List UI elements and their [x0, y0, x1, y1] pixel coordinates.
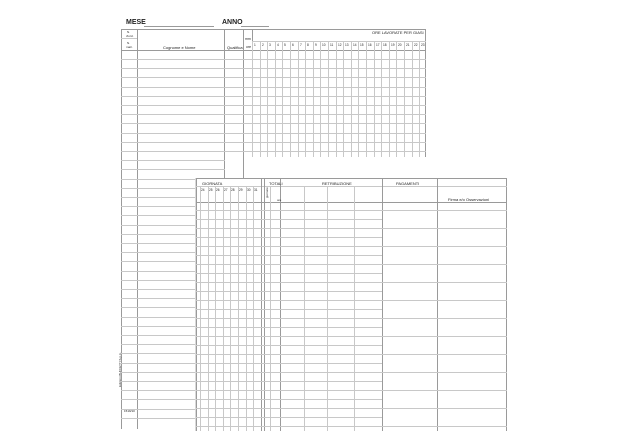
table-row-line [196, 381, 382, 382]
table-row-line [196, 390, 382, 391]
table-row-line [382, 300, 507, 301]
table-row-line [196, 399, 382, 400]
grid-border [196, 178, 197, 431]
retribuzione-header: RETRIBUZIONE [322, 181, 352, 186]
totals-grid [196, 178, 507, 431]
column-line [382, 178, 383, 431]
day-number: 11 [330, 43, 334, 47]
col-nr-ord-sub: d'ord. [126, 34, 134, 38]
table-row-line [382, 228, 507, 229]
table-row-line [382, 318, 507, 319]
firma-header: Firma e/o Osservazioni [448, 197, 490, 202]
totali-sub-ore: ore [277, 198, 282, 202]
totali-sub-giornate: giornate [265, 187, 269, 198]
header-rule [121, 38, 137, 39]
table-row-line [196, 219, 382, 220]
day-number: 1 [254, 43, 256, 47]
column-line [261, 178, 262, 431]
day-number: 22 [414, 43, 418, 47]
col-nr-matr: N. [127, 41, 130, 45]
table-row-line [196, 336, 382, 337]
day-number: 10 [322, 43, 326, 47]
day-number: 14 [353, 43, 357, 47]
table-row-line [196, 291, 382, 292]
day-number: 21 [406, 43, 410, 47]
table-row-line [121, 96, 426, 97]
table-row-line [382, 390, 507, 391]
side-print: Edizioni BUFFETTI S.p.A. [118, 352, 122, 387]
table-row-line [196, 309, 382, 310]
day-number: 5 [284, 43, 286, 47]
table-row-line [196, 372, 382, 373]
day-number: 19 [391, 43, 395, 47]
year-label: ANNO [222, 19, 243, 26]
day-number: 16 [368, 43, 372, 47]
table-row-line [121, 77, 426, 78]
table-row-line [196, 282, 382, 283]
day-number: 7 [300, 43, 302, 47]
table-row-line [196, 210, 382, 211]
grid-border [425, 29, 426, 157]
table-row-line [121, 142, 426, 143]
totali-header: TOTALI [269, 181, 283, 186]
table-row-line [121, 133, 426, 134]
table-row-line [121, 59, 426, 60]
table-row-line [121, 87, 426, 88]
column-line [437, 178, 438, 431]
day-number: 4 [277, 43, 279, 47]
day-number: 27 [224, 188, 228, 192]
day-number: 23 [421, 43, 425, 47]
giornata-header: GIORNATA [202, 181, 223, 186]
table-row-line [196, 264, 382, 265]
day-number: 13 [345, 43, 349, 47]
table-row-line [196, 417, 382, 418]
day-number: 15 [360, 43, 364, 47]
table-row-line [382, 426, 507, 427]
column-line [264, 178, 265, 431]
hours-title: ORE LAVORATE PER GIASI [372, 30, 424, 35]
table-row-line [121, 123, 426, 124]
day-number: 12 [338, 43, 342, 47]
table-row-line [196, 327, 382, 328]
day-number: 9 [315, 43, 317, 47]
day-number: 6 [292, 43, 294, 47]
header-rule [196, 186, 507, 187]
table-row-line [196, 363, 382, 364]
table-row-line [196, 318, 382, 319]
pagamenti-header: PAGAMENTI [396, 181, 420, 186]
table-row-line [196, 228, 382, 229]
table-row-line [382, 336, 507, 337]
table-row-line [196, 345, 382, 346]
table-row-line [382, 354, 507, 355]
day-number: 20 [398, 43, 402, 47]
grid-border [506, 178, 507, 431]
day-number: 8 [307, 43, 309, 47]
year-blank-line [241, 26, 269, 27]
table-row-line [196, 354, 382, 355]
col-nr-matr-sub: matr. [126, 45, 133, 49]
form-code: 1519/10 [124, 409, 135, 413]
day-number: 2 [262, 43, 264, 47]
table-row-line [196, 408, 382, 409]
col-qualifica-header: Qualifica [227, 45, 243, 50]
day-number: 17 [376, 43, 380, 47]
day-number: 31 [254, 188, 258, 192]
month-label: MESE [126, 19, 146, 26]
table-row-line [196, 237, 382, 238]
table-row-line [121, 169, 225, 170]
hours-title-rule [252, 41, 426, 42]
table-row-line [196, 300, 382, 301]
day-number: 28 [231, 188, 235, 192]
grid-border [196, 178, 507, 179]
table-row-line [382, 408, 507, 409]
day-number: 3 [269, 43, 271, 47]
table-row-line [382, 282, 507, 283]
table-row-line [121, 151, 426, 152]
table-row-line [382, 372, 507, 373]
day-number: 18 [383, 43, 387, 47]
table-row-line [121, 160, 225, 161]
col-nr-ord: N. [127, 30, 130, 34]
day-number: 24 [201, 188, 205, 192]
day-number: 29 [239, 188, 243, 192]
column-line [137, 29, 138, 429]
month-blank-line [144, 26, 214, 27]
col-name-header: Cognome e Nome [163, 45, 196, 50]
column-line [280, 178, 281, 431]
table-row-line [121, 68, 426, 69]
table-row-line [196, 426, 382, 427]
col-mese-header: mm [245, 37, 251, 41]
table-row-line [196, 246, 382, 247]
attendance-sheet-back [196, 178, 507, 431]
table-row-line [121, 105, 426, 106]
table-row-line [121, 114, 426, 115]
col-ore-header: ore [246, 45, 252, 49]
day-number: 25 [209, 188, 213, 192]
table-row-line [382, 210, 507, 211]
table-row-line [382, 264, 507, 265]
header-rule [196, 202, 507, 203]
table-row-line [196, 273, 382, 274]
table-row-line [196, 255, 382, 256]
day-number: 30 [247, 188, 251, 192]
table-row-line [382, 246, 507, 247]
day-number: 26 [216, 188, 220, 192]
